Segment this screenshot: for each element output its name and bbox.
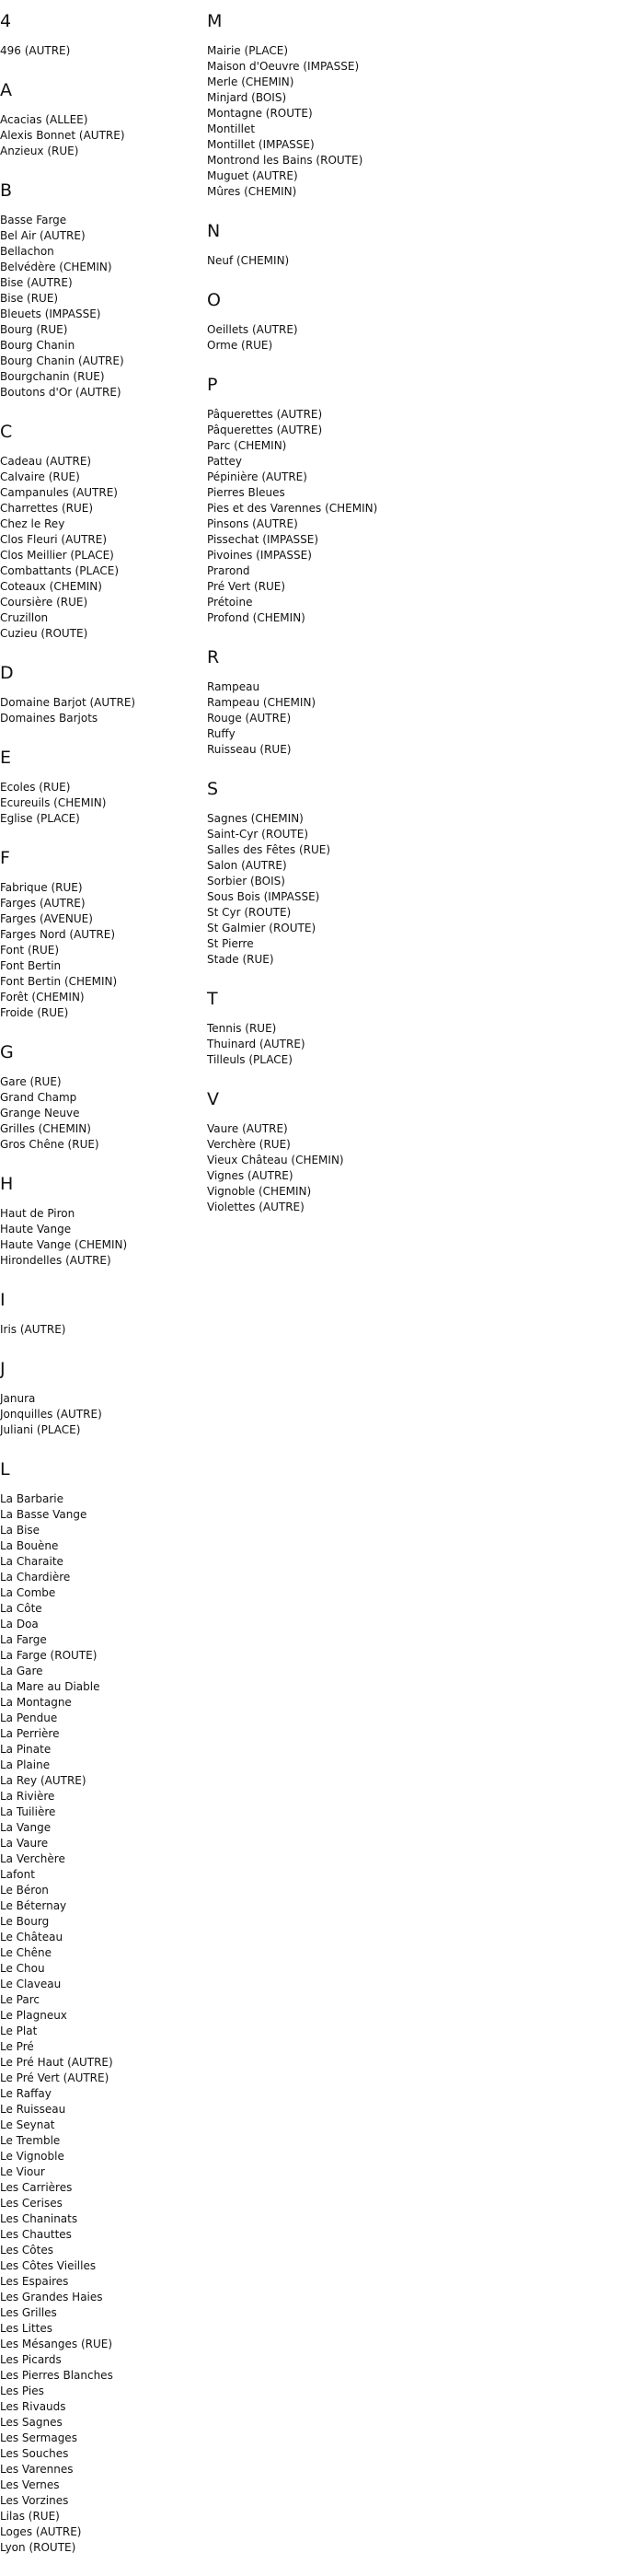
street-name: Profond (CHEMIN) [207, 611, 305, 624]
street-index-column-right [207, 10, 616, 1236]
letter-heading: A [0, 80, 12, 100]
street-name: Thuinard (AUTRE) [207, 1038, 305, 1050]
street-name: Bourgchanin (RUE) [0, 370, 105, 383]
street-name: Les Sermages [0, 2431, 77, 2444]
street-name: Montillet (IMPASSE) [207, 138, 315, 151]
street-name: Grange Neuve [0, 1107, 80, 1120]
street-name: Le Claveau [0, 1978, 62, 1990]
street-name: Les Chauttes [0, 2228, 72, 2241]
street-name: Le Parc [0, 1993, 40, 2006]
street-name: La Vange [0, 1821, 52, 1834]
street-name: Salon (AUTRE) [207, 859, 287, 872]
street-list [0, 1491, 202, 2556]
street-name: Eglise (PLACE) [0, 812, 80, 825]
street-name: Vieux Château (CHEMIN) [207, 1154, 344, 1166]
street-name: Clos Meillier (PLACE) [0, 549, 114, 562]
street-name: Maison d'Oeuvre (IMPASSE) [207, 60, 360, 73]
street-name: Bise (RUE) [0, 292, 59, 305]
street-name: La Rey (AUTRE) [0, 1774, 86, 1787]
letter-section [0, 1289, 202, 1338]
street-name: Iris (AUTRE) [0, 1323, 66, 1336]
street-name: Violettes (AUTRE) [207, 1201, 305, 1213]
street-name: Montrond les Bains (ROUTE) [207, 154, 363, 167]
street-name: La Pendue [0, 1712, 58, 1724]
street-name: Grand Champ [0, 1091, 77, 1104]
street-name: La Montagne [0, 1696, 72, 1709]
street-name: Ecoles (RUE) [0, 781, 71, 794]
street-name: Bourg Chanin [0, 339, 75, 352]
street-name: Haut de Piron [0, 1207, 75, 1220]
street-name: Grilles (CHEMIN) [0, 1122, 91, 1135]
letter-section [0, 1358, 202, 1438]
letter-section [207, 1088, 616, 1215]
letter-heading: C [0, 422, 13, 442]
street-name: Pépinière (AUTRE) [207, 470, 307, 483]
letter-section [0, 1458, 202, 2556]
letter-heading: N [207, 221, 221, 241]
street-name: Haute Vange (CHEMIN) [0, 1238, 128, 1251]
street-name: Pinsons (AUTRE) [207, 517, 298, 530]
letter-section [0, 79, 202, 159]
street-name: Bel Air (AUTRE) [0, 229, 86, 242]
street-name: Les Mésanges (RUE) [0, 2338, 113, 2350]
street-list [207, 679, 616, 758]
street-name: Les Picards [0, 2353, 62, 2366]
street-name: Pies et des Varennes (CHEMIN) [207, 502, 378, 515]
street-name: Prétoine [207, 596, 253, 609]
street-name: Acacias (ALLEE) [0, 113, 88, 126]
street-name: Ruisseau (RUE) [207, 743, 292, 756]
street-name: Sous Bois (IMPASSE) [207, 890, 320, 903]
letter-heading: M [207, 11, 223, 31]
letter-heading: I [0, 1290, 6, 1310]
street-name: St Pierre [207, 937, 254, 950]
street-name: Vaure (AUTRE) [207, 1122, 288, 1135]
letter-heading: F [0, 848, 10, 868]
letter-heading: D [0, 663, 14, 683]
street-name: La Chardière [0, 1571, 71, 1584]
street-name: Montillet [207, 122, 256, 135]
street-name: 496 (AUTRE) [0, 44, 71, 57]
street-name: Neuf (CHEMIN) [207, 254, 290, 267]
street-name: Pissechat (IMPASSE) [207, 533, 319, 546]
street-name: Pâquerettes (AUTRE) [207, 424, 323, 436]
street-name: Les Pies [0, 2385, 44, 2397]
street-name: Belvédère (CHEMIN) [0, 261, 112, 273]
street-name: Calvaire (RUE) [0, 470, 80, 483]
street-name: Prarond [207, 564, 250, 577]
street-name: Farges (AVENUE) [0, 912, 93, 925]
letter-heading: 4 [0, 11, 12, 31]
street-list [207, 1021, 616, 1068]
letter-heading: O [207, 290, 221, 310]
street-name: Oeillets (AUTRE) [207, 323, 298, 336]
street-name: Charrettes (RUE) [0, 502, 94, 515]
street-name: La Gare [0, 1665, 43, 1677]
street-name: Les Pierres Blanches [0, 2369, 113, 2382]
street-name: Le Pré Vert (AUTRE) [0, 2071, 109, 2084]
street-name: Coursière (RUE) [0, 596, 88, 609]
street-name: Les Vorzines [0, 2494, 69, 2507]
street-name: La Vaure [0, 1837, 49, 1850]
street-name: Boutons d'Or (AUTRE) [0, 386, 121, 399]
letter-heading: G [0, 1042, 14, 1062]
letter-section [0, 180, 202, 400]
street-name: La Perrière [0, 1727, 60, 1740]
street-name: Anzieux (RUE) [0, 145, 79, 157]
street-name: Les Carrières [0, 2181, 73, 2194]
street-name: Muguet (AUTRE) [207, 169, 298, 182]
street-name: Farges Nord (AUTRE) [0, 928, 116, 941]
letter-section [207, 289, 616, 354]
street-name: La Farge (ROUTE) [0, 1649, 98, 1662]
street-name: La Tuilière [0, 1805, 56, 1818]
street-name: Bleuets (IMPASSE) [0, 307, 101, 320]
street-name: Orme (RUE) [207, 339, 273, 352]
street-name: Les Grilles [0, 2306, 57, 2319]
street-name: La Combe [0, 1586, 56, 1599]
street-name: Janura [0, 1392, 36, 1405]
street-name: Le Chou [0, 1962, 45, 1975]
letter-section [207, 988, 616, 1068]
street-name: Le Plat [0, 2025, 38, 2037]
letter-section [207, 778, 616, 968]
street-name: Les Espaires [0, 2275, 69, 2288]
street-name: Le Béternay [0, 1899, 67, 1912]
street-name: Les Chaninats [0, 2212, 78, 2225]
street-name: St Galmier (ROUTE) [207, 922, 316, 934]
street-name: Le Chêne [0, 1946, 52, 1959]
street-name: Rampeau (CHEMIN) [207, 696, 316, 709]
street-name: Gare (RUE) [0, 1075, 62, 1088]
street-name: Loges (AUTRE) [0, 2525, 82, 2538]
street-name: La Bouène [0, 1539, 59, 1552]
letter-heading: L [0, 1459, 10, 1479]
street-name: Alexis Bonnet (AUTRE) [0, 129, 125, 142]
letter-section [0, 747, 202, 827]
letter-section [207, 374, 616, 626]
street-name: Montagne (ROUTE) [207, 107, 313, 120]
street-name: Forêt (CHEMIN) [0, 991, 85, 1004]
street-name: Domaines Barjots [0, 712, 98, 725]
street-name: Sagnes (CHEMIN) [207, 812, 304, 825]
street-list [0, 1206, 202, 1269]
street-name: Le Vignoble [0, 2150, 64, 2163]
street-name: Vignes (AUTRE) [207, 1169, 293, 1182]
street-name: La Basse Vange [0, 1508, 87, 1521]
street-name: Farges (AUTRE) [0, 897, 86, 910]
letter-heading: P [207, 375, 218, 395]
street-name: Cruzillon [0, 611, 49, 624]
street-name: Pivoines (IMPASSE) [207, 549, 312, 562]
street-name: La Côte [0, 1602, 42, 1615]
street-name: Merle (CHEMIN) [207, 75, 294, 88]
street-name: Stade (RUE) [207, 953, 274, 966]
street-name: Font (RUE) [0, 944, 60, 957]
street-list [207, 43, 616, 200]
street-name: Pattey [207, 455, 242, 468]
street-name: Sorbier (BOIS) [207, 875, 285, 888]
street-name: La Bise [0, 1524, 40, 1537]
street-name: Pierres Bleues [207, 486, 285, 499]
street-name: Les Varennes [0, 2463, 74, 2476]
street-name: Lilas (RUE) [0, 2510, 60, 2523]
street-name: Les Cerises [0, 2197, 63, 2210]
street-name: Le Seynat [0, 2118, 55, 2131]
street-name: Les Rivauds [0, 2400, 66, 2413]
street-name: La Verchère [0, 1852, 65, 1865]
street-name: La Rivière [0, 1790, 55, 1803]
street-name: Vignoble (CHEMIN) [207, 1185, 312, 1198]
street-name: Jonquilles (AUTRE) [0, 1408, 102, 1421]
letter-section [207, 10, 616, 200]
street-name: Le Bourg [0, 1915, 50, 1928]
street-list [0, 1322, 202, 1338]
street-name: Bourg (RUE) [0, 323, 68, 336]
street-name: Les Littes [0, 2322, 52, 2335]
street-name: Chez le Rey [0, 517, 65, 530]
street-name: La Barbarie [0, 1492, 63, 1505]
street-name: Mairie (PLACE) [207, 44, 289, 57]
letter-heading: E [0, 748, 12, 768]
street-list [207, 1121, 616, 1215]
street-name: Domaine Barjot (AUTRE) [0, 696, 136, 709]
letter-section [207, 220, 616, 269]
street-name: Basse Farge [0, 214, 67, 226]
street-name: Pâquerettes (AUTRE) [207, 408, 323, 421]
street-name: Ecureuils (CHEMIN) [0, 796, 107, 809]
letter-section [0, 662, 202, 726]
street-name: Le Viour [0, 2165, 45, 2178]
street-list [0, 1074, 202, 1153]
street-name: St Cyr (ROUTE) [207, 906, 292, 919]
letter-section [0, 1173, 202, 1269]
street-list [0, 1391, 202, 1438]
street-name: Font Bertin (CHEMIN) [0, 975, 118, 988]
street-name: La Charaite [0, 1555, 63, 1568]
letter-heading: T [207, 989, 218, 1009]
street-name: Clos Fleuri (AUTRE) [0, 533, 108, 546]
street-name: Parc (CHEMIN) [207, 439, 287, 452]
letter-section [0, 10, 202, 59]
street-list [0, 454, 202, 642]
street-name: Coteaux (CHEMIN) [0, 580, 102, 593]
street-name: Tennis (RUE) [207, 1022, 277, 1035]
street-name: Bourg Chanin (AUTRE) [0, 354, 124, 367]
street-name: Les Côtes Vieilles [0, 2259, 97, 2272]
street-name: La Pinate [0, 1743, 52, 1756]
street-list [0, 780, 202, 827]
street-name: Haute Vange [0, 1223, 72, 1236]
street-list [0, 880, 202, 1021]
street-name: Rampeau [207, 680, 260, 693]
street-name: Le Béron [0, 1884, 49, 1897]
street-name: Fabrique (RUE) [0, 881, 83, 894]
street-name: Rouge (AUTRE) [207, 712, 292, 725]
street-name: Les Vernes [0, 2478, 60, 2491]
street-name: Les Grandes Haies [0, 2291, 103, 2303]
street-list [0, 112, 202, 159]
street-name: Lafont [0, 1868, 35, 1881]
street-index-column-left [0, 10, 202, 2576]
street-name: Mûres (CHEMIN) [207, 185, 297, 198]
letter-section [0, 847, 202, 1021]
street-name: Le Raffay [0, 2087, 52, 2100]
street-list [207, 407, 616, 626]
street-name: Les Sagnes [0, 2416, 63, 2429]
street-name: La Plaine [0, 1758, 51, 1771]
letter-heading: S [207, 779, 219, 799]
street-list [0, 695, 202, 726]
street-name: Le Pré [0, 2040, 34, 2053]
street-name: Verchère (RUE) [207, 1138, 291, 1151]
street-name: La Farge [0, 1633, 47, 1646]
street-name: Pré Vert (RUE) [207, 580, 286, 593]
street-name: La Doa [0, 1618, 39, 1630]
street-name: Le Château [0, 1931, 63, 1944]
street-name: Les Souches [0, 2447, 69, 2460]
street-name: Le Pré Haut (AUTRE) [0, 2056, 113, 2069]
street-name: Campanules (AUTRE) [0, 486, 118, 499]
street-list [0, 213, 202, 400]
letter-section [207, 646, 616, 758]
letter-heading: V [207, 1089, 219, 1109]
street-name: Le Ruisseau [0, 2103, 66, 2116]
street-name: Le Plagneux [0, 2009, 67, 2022]
street-name: Minjard (BOIS) [207, 91, 287, 104]
street-name: Hirondelles (AUTRE) [0, 1254, 111, 1267]
letter-heading: J [0, 1359, 6, 1379]
letter-heading: B [0, 180, 13, 201]
letter-heading: R [207, 647, 220, 667]
street-name: Juliani (PLACE) [0, 1423, 81, 1436]
street-name: Cuzieu (ROUTE) [0, 627, 88, 640]
street-name: Saint-Cyr (ROUTE) [207, 828, 309, 841]
street-list [0, 43, 202, 59]
street-name: Les Côtes [0, 2244, 53, 2257]
street-name: Bise (AUTRE) [0, 276, 73, 289]
letter-section [0, 421, 202, 642]
letter-heading: H [0, 1174, 14, 1194]
street-name: Le Tremble [0, 2134, 61, 2147]
street-name: Froide (RUE) [0, 1006, 69, 1019]
street-list [207, 811, 616, 968]
street-name: Cadeau (AUTRE) [0, 455, 92, 468]
street-name: Combattants (PLACE) [0, 564, 120, 577]
street-name: Tilleuls (PLACE) [207, 1053, 293, 1066]
street-name: Ruffy [207, 727, 236, 740]
street-list [207, 322, 616, 354]
street-name: La Mare au Diable [0, 1680, 100, 1693]
street-name: Salles des Fêtes (RUE) [207, 843, 331, 856]
street-name: Gros Chêne (RUE) [0, 1138, 99, 1151]
street-name: Font Bertin [0, 959, 62, 972]
street-list [207, 253, 616, 269]
street-name: Bellachon [0, 245, 54, 258]
street-name: Lyon (ROUTE) [0, 2541, 76, 2554]
letter-section [0, 1041, 202, 1153]
